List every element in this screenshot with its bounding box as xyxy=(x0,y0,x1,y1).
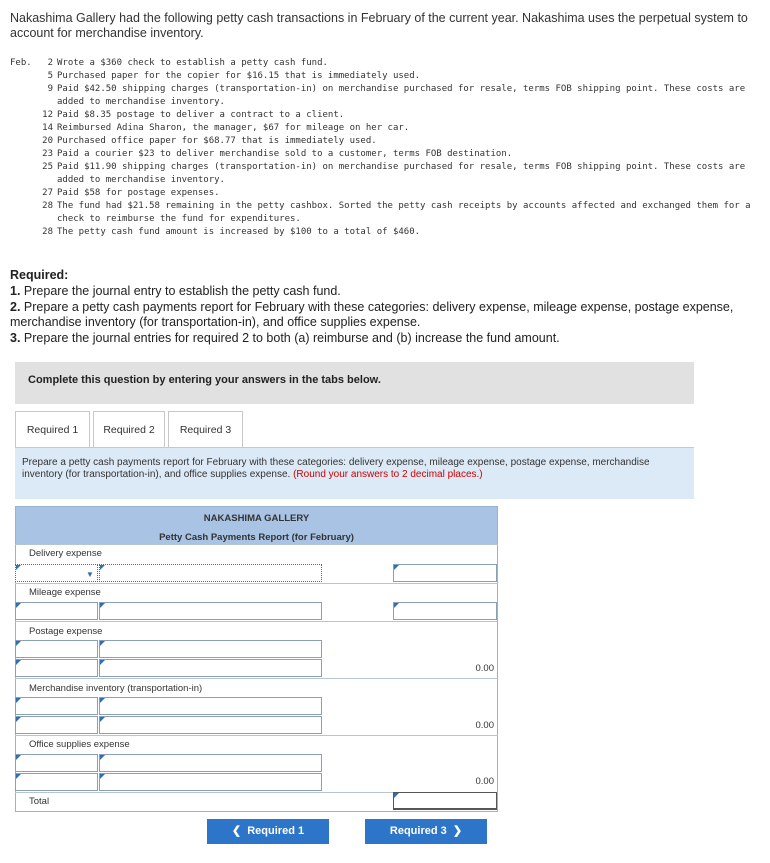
report-title: Petty Cash Payments Report (for February) xyxy=(159,532,354,543)
divider xyxy=(15,678,498,679)
section-label-delivery: Delivery expense xyxy=(29,548,102,559)
merch-description-input-2[interactable] xyxy=(99,716,322,734)
transaction-row: 27 Paid $58 for postage expenses. xyxy=(42,188,220,198)
divider xyxy=(15,544,498,545)
problem-intro: Nakashima Gallery had the following petty cash transactions in February of the current year. Nakashima uses the perpetual system to account for merchandise inventory. xyxy=(10,11,748,40)
tab-required-2[interactable]: Required 2 xyxy=(93,411,165,448)
instructions: Prepare a petty cash payments report for February with these categories: delivery expense, mileage expense, postage expense, merchandise inventory (for transportation-in), and office supplies expense. (Round your answers to 2 decimal places.) xyxy=(15,448,694,499)
total-amount-input[interactable] xyxy=(393,792,497,810)
divider xyxy=(15,621,498,622)
report-header xyxy=(16,507,497,545)
section-label-postage: Postage expense xyxy=(29,626,103,637)
merch-total: 0.00 xyxy=(475,720,494,731)
office-total: 0.00 xyxy=(475,776,494,787)
total-label: Total xyxy=(29,796,50,807)
office-account-input-1[interactable] xyxy=(15,754,98,772)
chevron-left-icon: ❮ xyxy=(231,825,242,837)
office-description-input-1[interactable] xyxy=(99,754,322,772)
merch-account-input-2[interactable] xyxy=(15,716,98,734)
office-description-input-2[interactable] xyxy=(99,773,322,791)
required-item: 3. Prepare the journal entries for required 2 to both (a) reimburse and (b) increase the fund amount. xyxy=(10,330,560,345)
mileage-account-input[interactable] xyxy=(15,602,98,620)
section-label-merch: Merchandise inventory (transportation-in) xyxy=(29,683,203,694)
postage-account-input-1[interactable] xyxy=(15,640,98,658)
transactions-list xyxy=(10,57,766,239)
section-label-mileage: Mileage expense xyxy=(29,587,101,598)
transaction-row: 28 The petty cash fund amount is increased by $100 to a total of $460. xyxy=(42,227,421,237)
transaction-row: 25 Paid $11.90 shipping charges (transportation-in) on merchandise purchased for resale, terms FOB shipping point. These costs are added to merchandise inventory. xyxy=(42,162,746,185)
transaction-row: 9 Paid $42.50 shipping charges (transportation-in) on merchandise purchased for resale, terms FOB shipping point. These costs are added to merchandise inventory. xyxy=(47,84,746,107)
tab-required-1[interactable]: Required 1 xyxy=(15,411,90,448)
chevron-right-icon: ❯ xyxy=(452,825,463,837)
transaction-row: 12 Paid $8.35 postage to deliver a contract to a client. xyxy=(42,110,345,120)
required-title: Required: xyxy=(10,268,69,282)
tab-required-3[interactable]: Required 3 xyxy=(168,411,243,448)
transaction-row: 28 The fund had $21.58 remaining in the petty cashbox. Sorted the petty cash receipts by accounts affected and exchanged them for a check to reimburse the fund for expenditures. xyxy=(42,201,751,224)
postage-account-input-2[interactable] xyxy=(15,659,98,677)
postage-total: 0.00 xyxy=(475,663,494,674)
required-item: 1. Prepare the journal entry to establish the petty cash fund. xyxy=(10,284,341,298)
divider xyxy=(15,735,498,736)
required-item: 2. Prepare a petty cash payments report for February with these categories: delivery expense, mileage expense, postage expense, merchandise inventory (for transportation-in), and office supplies expense. xyxy=(10,299,734,329)
mileage-amount-input[interactable] xyxy=(393,602,497,620)
postage-description-input-1[interactable] xyxy=(99,640,322,658)
transaction-row: Feb. 2 Wrote a $360 check to establish a petty cash fund. xyxy=(10,58,328,68)
transaction-row: 14 Reimbursed Adina Sharon, the manager, $67 for mileage on her car. xyxy=(42,123,410,133)
transaction-row: 20 Purchased office paper for $68.77 that is immediately used. xyxy=(42,136,377,146)
complete-bar: Complete this question by entering your answers in the tabs below. xyxy=(15,362,694,404)
merch-description-input-1[interactable] xyxy=(99,697,322,715)
required-list xyxy=(10,284,762,346)
postage-description-input-2[interactable] xyxy=(99,659,322,677)
transaction-row: 5 Purchased paper for the copier for $16.15 that is immediately used. xyxy=(47,71,421,81)
prev-required-button[interactable]: ❮ Required 1 xyxy=(207,819,329,844)
divider xyxy=(15,583,498,584)
mileage-description-input[interactable] xyxy=(99,602,322,620)
section-label-office: Office supplies expense xyxy=(29,739,130,750)
merch-account-input-1[interactable] xyxy=(15,697,98,715)
next-required-button[interactable]: Required 3 ❯ xyxy=(365,819,487,844)
rounding-note: (Round your answers to 2 decimal places.) xyxy=(293,469,483,480)
company-name: NAKASHIMA GALLERY xyxy=(203,513,310,524)
month-label: Feb. xyxy=(10,58,32,68)
transaction-row: 23 Paid a courier $23 to deliver merchandise sold to a customer, terms FOB destination. xyxy=(42,149,513,159)
delivery-amount-input[interactable] xyxy=(393,564,497,582)
delivery-description-input[interactable] xyxy=(99,564,322,582)
chevron-down-icon[interactable]: ▼ xyxy=(86,570,94,579)
office-account-input-2[interactable] xyxy=(15,773,98,791)
